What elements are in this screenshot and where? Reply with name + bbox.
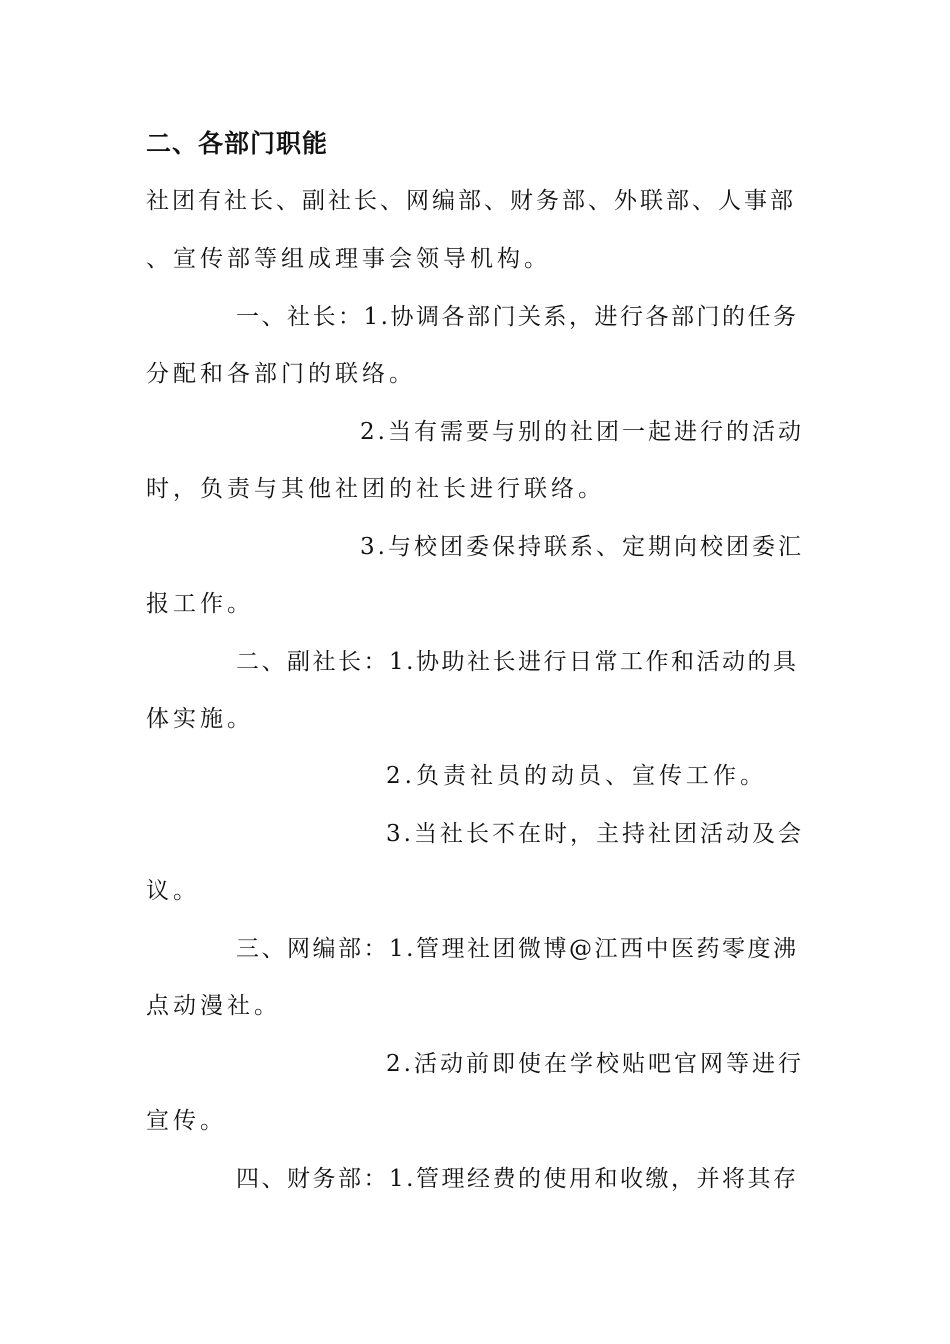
vice-president-item1-line2: 体实施。 [146, 706, 254, 732]
intro-line-2: 、宣传部等组成理事会领导机构。 [146, 246, 551, 272]
finance-item1-line1: 四、财务部：1.管理经费的使用和收缴，并将其存 [236, 1166, 799, 1192]
vice-president-item3-line2: 议。 [146, 878, 200, 904]
web-editing-item1-line2: 点动漫社。 [146, 993, 281, 1019]
president-item1-line2: 分配和各部门的联络。 [146, 361, 416, 387]
president-item3-line1: 3.与校团委保持联系、定期向校团委汇 [360, 534, 804, 560]
president-item3-line2: 报工作。 [146, 591, 254, 617]
web-editing-item2-line1: 2.活动前即使在学校贴吧官网等进行 [386, 1051, 804, 1077]
president-item2-line2: 时，负责与其他社团的社长进行联络。 [146, 476, 605, 502]
president-item1-line1: 一、社长：1.协调各部门关系，进行各部门的任务 [236, 304, 799, 330]
vice-president-item3-line1: 3.当社长不在时，主持社团活动及会 [386, 821, 804, 847]
vice-president-item2-line1: 2.负责社员的动员、宣传工作。 [386, 763, 767, 789]
intro-line-1: 社团有社长、副社长、网编部、财务部、外联部、人事部 [146, 188, 796, 214]
web-editing-item2-line2: 宣传。 [146, 1108, 227, 1134]
section-heading: 二、各部门职能 [146, 129, 329, 158]
president-item2-line1: 2.当有需要与别的社团一起进行的活动 [360, 419, 804, 445]
vice-president-item1-line1: 二、副社长：1.协助社长进行日常工作和活动的具 [236, 649, 799, 675]
web-editing-item1-line1: 三、网编部：1.管理社团微博@江西中医药零度沸 [236, 936, 799, 962]
